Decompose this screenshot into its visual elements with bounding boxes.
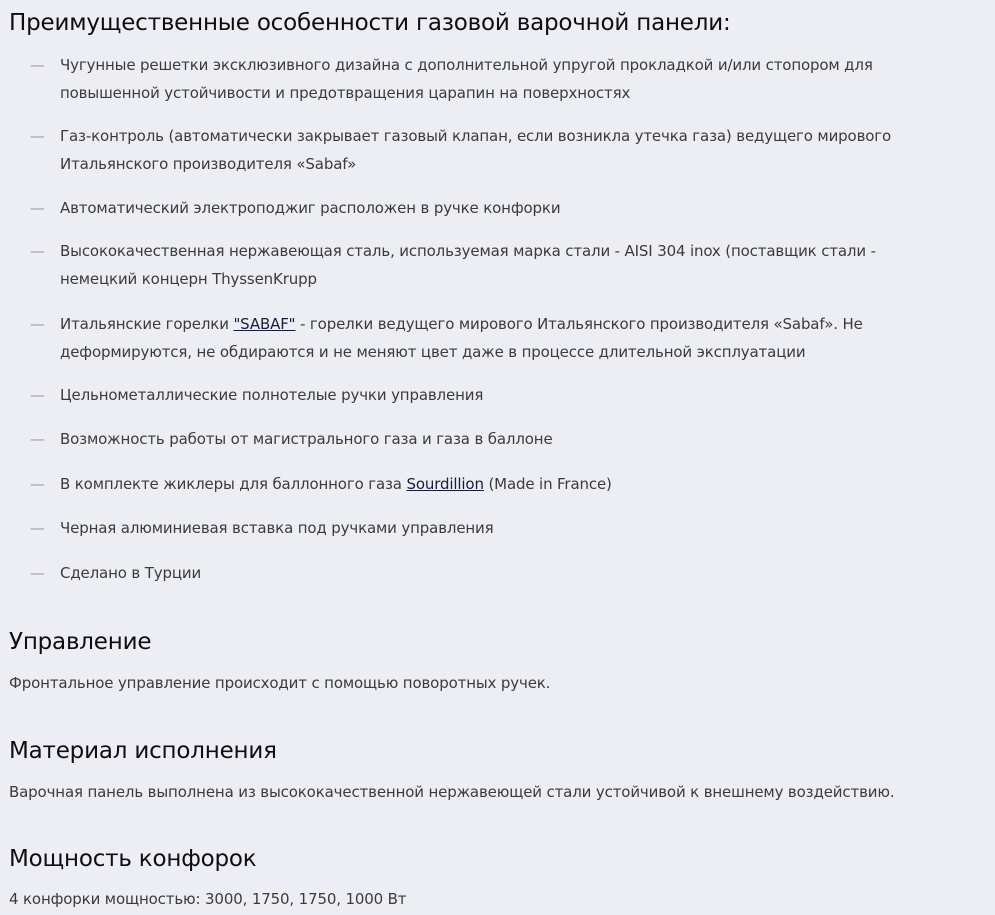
dash-bullet: — <box>30 242 45 260</box>
feature-text-before: В комплекте жиклеры для баллонного газа <box>60 475 407 493</box>
material-text: Варочная панель выполнена из высококачественной нержавеющей стали устойчивой к внешнему воздействию. <box>9 783 895 801</box>
feature-text: Сделано в Турции <box>60 564 202 582</box>
dash-bullet: — <box>30 519 45 537</box>
feature-text <box>60 470 930 498</box>
power-heading: Мощность конфорок <box>9 846 257 872</box>
power-text: 4 конфорки мощностью: 3000, 1750, 1750, 1000 Вт <box>9 890 407 908</box>
control-text: Фронтальное управление происходит с помощью поворотных ручек. <box>9 674 551 692</box>
dash-bullet: — <box>30 475 45 493</box>
feature-text-before: Итальянские горелки <box>60 315 234 333</box>
dash-bullet: — <box>30 386 45 404</box>
feature-text <box>60 310 930 366</box>
control-heading: Управление <box>9 629 152 655</box>
dash-bullet: — <box>30 564 45 582</box>
dash-bullet: — <box>30 127 45 145</box>
features-heading: Преимущественные особенности газовой варочной панели: <box>9 10 731 36</box>
feature-text: Черная алюминиевая вставка под ручками управления <box>60 519 494 537</box>
sabaf-link[interactable]: "SABAF" <box>233 315 296 333</box>
dash-bullet: — <box>30 315 45 333</box>
sourdillion-link[interactable]: Sourdillion <box>406 475 484 493</box>
feature-text: Цельнометаллические полнотелые ручки управления <box>60 386 484 404</box>
dash-bullet: — <box>30 56 45 74</box>
feature-text: Чугунные решетки эксклюзивного дизайна с дополнительной упругой прокладкой и/или стопором для повышенной устойчивости и предотвращения царапин на поверхностях <box>60 56 873 102</box>
feature-text: Автоматический электроподжиг расположен в ручке конфорки <box>60 199 561 217</box>
dash-bullet: — <box>30 430 45 448</box>
material-heading: Материал исполнения <box>9 738 277 764</box>
feature-text: Газ-контроль (автоматически закрывает газовый клапан, если возникла утечка газа) ведущего мирового Итальянского производителя «Sabaf» <box>60 127 892 173</box>
feature-text: Возможность работы от магистрального газа и газа в баллоне <box>60 430 553 448</box>
feature-text-after: (Made in France) <box>483 475 612 493</box>
feature-text-after: - горелки ведущего мирового Итальянского производителя «Sabaf». Не деформируются, не обдираются и не меняют цвет даже в процессе длительной эксплуатации <box>60 315 863 361</box>
feature-text: Высококачественная нержавеющая сталь, используемая марка стали - AISI 304 inox (поставщик стали - немецкий концерн ThyssenKrupp <box>60 242 876 288</box>
dash-bullet: — <box>30 199 45 217</box>
